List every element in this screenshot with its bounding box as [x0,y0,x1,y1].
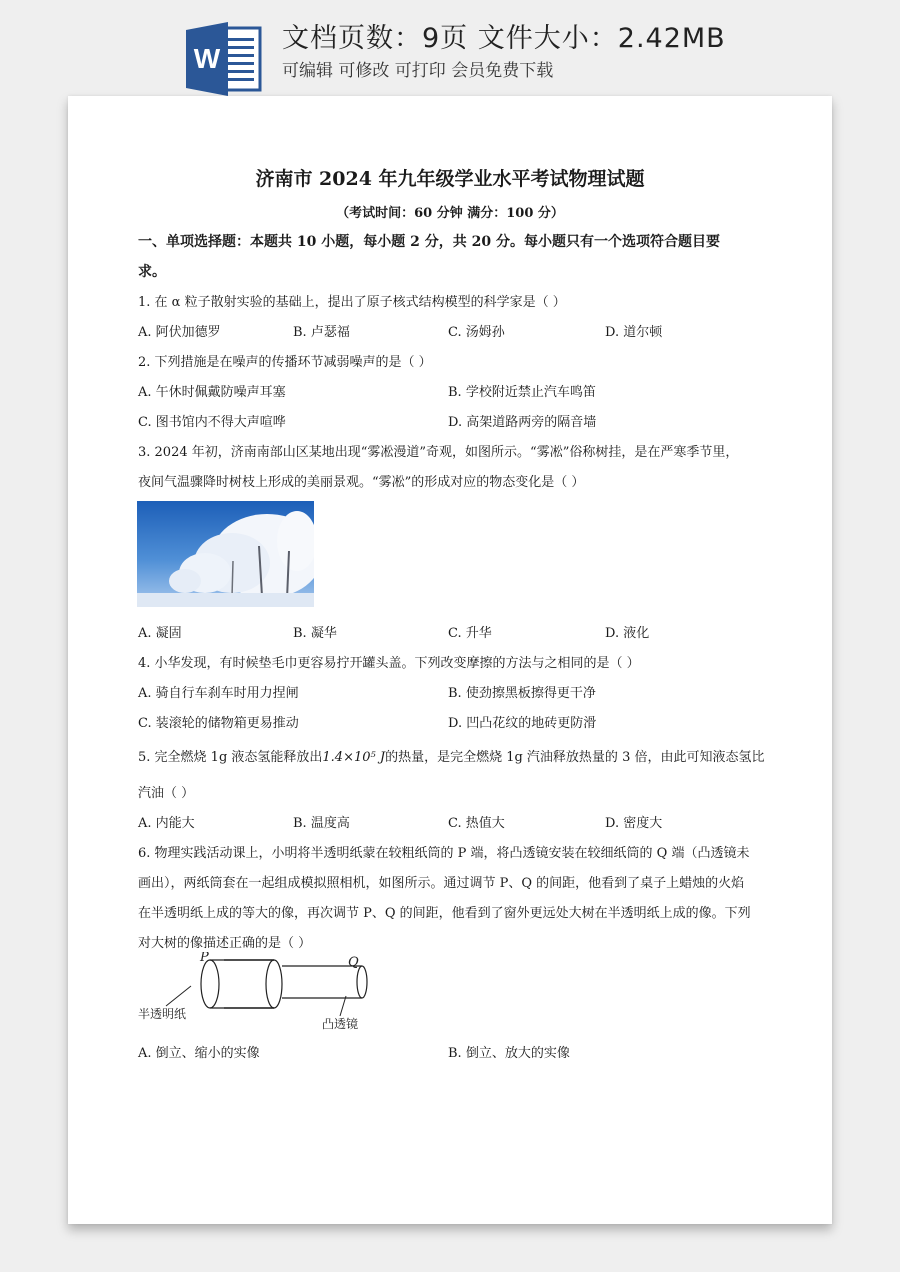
q1-option-a: A. 阿伏加德罗 [138,325,221,340]
question-3-line2: 夜间气温骤降时树枝上形成的美丽景观。“雾凇”的形成对应的物态变化是（ ） [138,475,585,490]
question-6-line4: 对大树的像描述正确的是（ ） [138,936,312,951]
question-6-line2: 画出），两纸筒套在一起组成模拟照相机，如图所示。通过调节 P、Q 的间距，他看到了桌子上蜡烛的火焰 [138,876,745,891]
q3-option-b: B. 凝华 [293,626,337,641]
q3-option-a: A. 凝固 [138,626,182,641]
q2-option-a: A. 午休时佩戴防噪声耳塞 [138,385,286,400]
question-3-line1: 3. 2024 年初，济南南部山区某地出现“雾凇漫道”奇观，如图所示。“雾凇”俗称树挂，是在严寒季节里， [138,445,739,460]
q2-option-d: D. 高架道路两旁的隔音墙 [448,415,597,430]
word-document-icon [186,22,264,96]
camera-model-diagram [136,952,376,1038]
q5-option-b: B. 温度高 [293,816,350,831]
q5-formula: 1.4×10⁵ J [322,750,386,765]
paper-title: 济南市 2024 年九年级学业水平考试物理试题 [255,168,645,190]
q2-option-c: C. 图书馆内不得大声喧哗 [138,415,286,430]
q4-option-c: C. 装滚轮的储物箱更易推动 [138,716,299,731]
q1-option-c: C. 汤姆孙 [448,325,505,340]
question-4: 4. 小华发现，有时候垫毛巾更容易拧开罐头盖。下列改变摩擦的方法与之相同的是（ ） [138,656,640,671]
section-heading: 一、单项选择题：本题共 10 小题，每小题 2 分，共 20 分。每小题只有一个选项符合题目要 [138,234,720,250]
doc-info-header [0,0,900,96]
paper-subtitle: （考试时间：60 分钟 满分：100 分） [336,206,564,221]
q4-option-a: A. 骑自行车刹车时用力捏闸 [138,686,299,701]
q6-option-a: A. 倒立、缩小的实像 [138,1046,260,1061]
question-2: 2. 下列措施是在噪声的传播环节减弱噪声的是（ ） [138,355,432,370]
q5-option-d: D. 密度大 [605,816,663,831]
label-convex-lens: 凸透镜 [322,1017,359,1031]
doc-meta-sub: 可编辑 可修改 可打印 会员免费下载 [282,61,554,81]
q6-option-b: B. 倒立、放大的实像 [448,1046,570,1061]
question-6-line3: 在半透明纸上成的等大的像，再次调节 P、Q 的间距，他看到了窗外更远处大树在半透明纸上成的像。下列 [138,906,751,921]
question-5-line2: 汽油（ ） [138,786,195,801]
label-q: Q [348,955,359,970]
section-heading-cont: 求。 [138,264,166,280]
q2-option-b: B. 学校附近禁止汽车鸣笛 [448,385,596,400]
word-icon-letter: W [193,43,221,74]
q1-option-d: D. 道尔顿 [605,325,663,340]
q4-option-d: D. 凹凸花纹的地砖更防滑 [448,716,597,731]
q5-option-c: C. 热值大 [448,816,505,831]
rime-trees-photo [137,501,314,607]
q3-option-c: C. 升华 [448,626,492,641]
label-translucent-paper: 半透明纸 [138,1007,187,1021]
q5-text-b: 的热量，是完全燃烧 1g 汽油释放热量的 3 倍，由此可知液态氢比 [385,750,765,765]
document-page [68,96,832,1224]
question-5-line1 [138,746,764,765]
q5-text-a: 5. 完全燃烧 1g 液态氢能释放出 [138,750,323,765]
doc-meta-title: 文档页数：9页 文件大小：2.42MB [282,23,726,54]
question-1: 1. 在 α 粒子散射实验的基础上，提出了原子核式结构模型的科学家是（ ） [138,295,566,310]
question-6-line1: 6. 物理实践活动课上，小明将半透明纸蒙在较粗纸筒的 P 端，将凸透镜安装在较细纸筒的 Q 端（凸透镜未 [138,846,750,861]
q3-option-d: D. 液化 [605,626,650,641]
q4-option-b: B. 使劲擦黑板擦得更干净 [448,686,596,701]
q1-option-b: B. 卢瑟福 [293,325,350,340]
q5-option-a: A. 内能大 [138,816,195,831]
label-p: P [200,952,209,965]
